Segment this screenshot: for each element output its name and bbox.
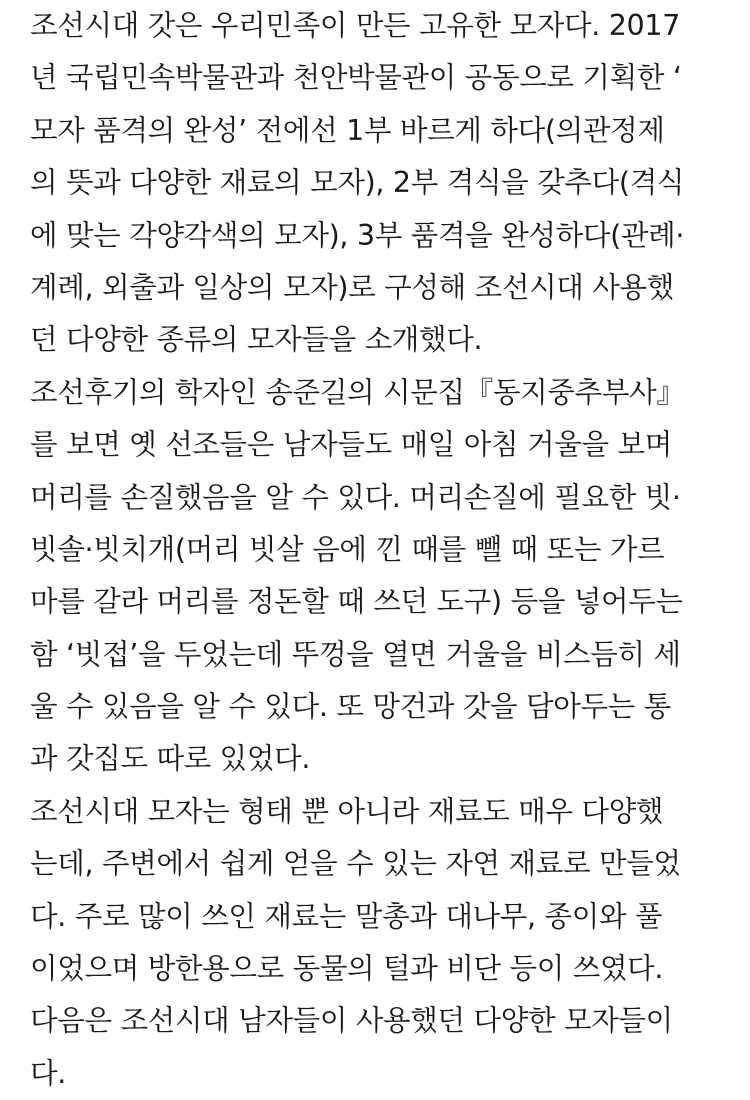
text-line: 던 다양한 종류의 모자들을 소개했다. xyxy=(30,323,483,357)
text-line: 조선시대 갓은 우리민족이 만든 고유한 모자다. 2017 xyxy=(30,9,681,42)
text-line: 다. xyxy=(30,1056,66,1090)
text-line: 다음은 조선시대 남자들이 사용했던 다양한 모자들이 xyxy=(30,1004,673,1038)
text-line: 빗솔·빗치개(머리 빗살 음에 낀 때를 뺄 때 또는 가르 xyxy=(30,532,665,566)
text-line: 이었으며 방한용으로 동물의 털과 비단 등이 쓰였다. xyxy=(30,952,664,986)
text-line: 머리를 손질했음을 알 수 있다. 머리손질에 필요한 빗· xyxy=(30,480,681,514)
text-line: 년 국립민속박물관과 천안박물관이 공동으로 기획한 ‘ xyxy=(30,61,682,95)
paragraph-2 xyxy=(30,367,725,786)
text-line: 를 보면 옛 선조들은 남자들도 매일 아침 거울을 보며 xyxy=(30,428,672,462)
paragraph-3 xyxy=(30,786,725,1100)
text-line: 다. 주로 많이 쓰인 재료는 말총과 대나무, 종이와 풀 xyxy=(30,899,663,933)
text-line: 함 ‘빗접’을 두었는데 뚜껑을 열면 거울을 비스듬히 세 xyxy=(30,637,681,671)
text-line: 조선후기의 학자인 송준길의 시문집『동지중추부사』 xyxy=(30,375,685,409)
article-body xyxy=(30,0,725,1100)
text-line: 계례, 외출과 일상의 모자)로 구성해 조선시대 사용했 xyxy=(30,270,674,304)
paragraph-1 xyxy=(30,0,725,367)
text-line: 모자 품격의 완성’ 전에선 1부 바르게 하다(의관정제 xyxy=(30,113,665,147)
text-line: 는데, 주변에서 쉽게 얻을 수 있는 자연 재료로 만들었 xyxy=(30,847,681,881)
text-line: 과 갓집도 따로 있었다. xyxy=(30,742,311,776)
text-line: 조선시대 모자는 형태 뿐 아니라 재료도 매우 다양했 xyxy=(30,794,664,828)
text-line: 의 뜻과 다양한 재료의 모자), 2부 격식을 갖추다(격식 xyxy=(30,166,685,200)
text-line: 마를 갈라 머리를 정돈할 때 쓰던 도구) 등을 넣어두는 xyxy=(30,585,683,619)
text-line: 에 맞는 각양각색의 모자), 3부 품격을 완성하다(관례· xyxy=(30,218,685,252)
text-line: 울 수 있음을 알 수 있다. 또 망건과 갓을 담아두는 통 xyxy=(30,690,671,724)
